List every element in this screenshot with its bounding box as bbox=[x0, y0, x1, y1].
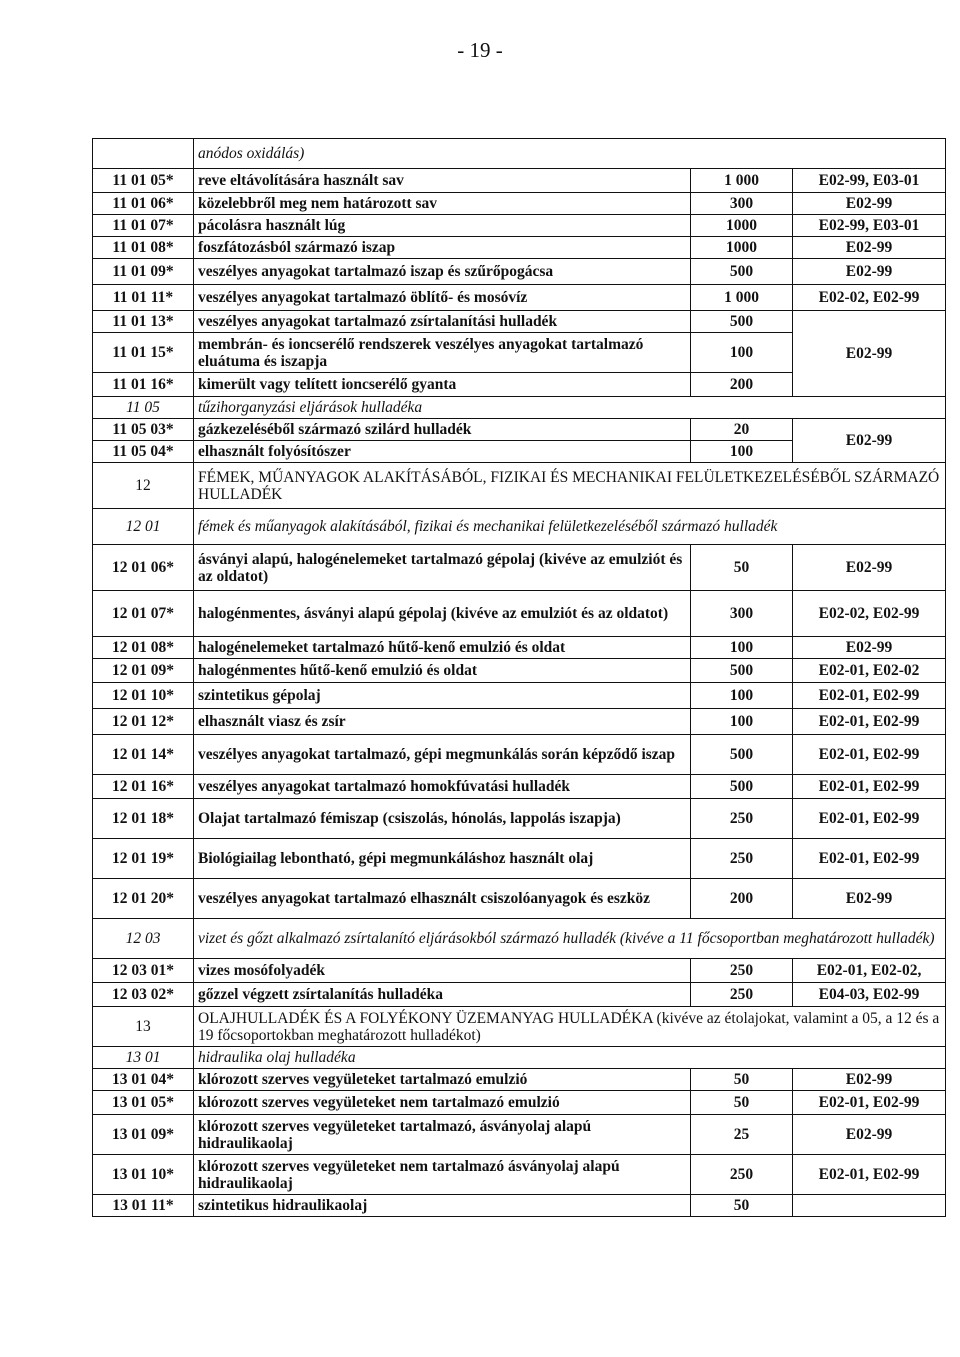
table-row bbox=[93, 959, 946, 983]
amount-cell: 20 bbox=[691, 419, 793, 441]
amount-cell: 100 bbox=[691, 637, 793, 659]
code-cell: 11 05 bbox=[93, 397, 194, 419]
table-row bbox=[93, 545, 946, 591]
ecode-cell: E02-01, E02-02, bbox=[793, 959, 946, 983]
code-cell: 11 01 07* bbox=[93, 215, 194, 237]
code-cell: 12 01 07* bbox=[93, 591, 194, 637]
table-row bbox=[93, 839, 946, 879]
desc-cell: reve eltávolítására használt sav bbox=[194, 169, 691, 193]
desc-cell: klórozott szerves vegyületeket nem tartalmazó emulzió bbox=[194, 1091, 691, 1115]
ecode-cell: E02-02, E02-99 bbox=[793, 285, 946, 311]
ecode-cell: E02-01, E02-99 bbox=[793, 1155, 946, 1195]
table-row bbox=[93, 637, 946, 659]
code-cell: 11 05 03* bbox=[93, 419, 194, 441]
desc-cell: Olajat tartalmazó fémiszap (csiszolás, hónolás, lappolás iszapja) bbox=[194, 799, 691, 839]
ecode-cell: E02-99 bbox=[793, 193, 946, 215]
code-cell: 11 01 15* bbox=[93, 333, 194, 373]
table-row bbox=[93, 285, 946, 311]
amount-cell: 50 bbox=[691, 545, 793, 591]
code-cell: 12 01 16* bbox=[93, 775, 194, 799]
code-cell: 11 01 09* bbox=[93, 259, 194, 285]
desc-cell: gázkezeléséből származó szilárd hulladék bbox=[194, 419, 691, 441]
code-cell: 12 03 bbox=[93, 919, 194, 959]
table-row bbox=[93, 509, 946, 545]
desc-cell: Biológiailag lebontható, gépi megmunkáláshoz használt olaj bbox=[194, 839, 691, 879]
ecode-cell: E02-99, E03-01 bbox=[793, 215, 946, 237]
amount-cell: 1000 bbox=[691, 215, 793, 237]
desc-cell: foszfátozásból származó iszap bbox=[194, 237, 691, 259]
ecode-cell: E04-03, E02-99 bbox=[793, 983, 946, 1007]
code-cell: 12 01 bbox=[93, 509, 194, 545]
desc-cell: gőzzel végzett zsírtalanítás hulladéka bbox=[194, 983, 691, 1007]
ecode-cell: E02-99 bbox=[793, 1069, 946, 1091]
desc-cell: OLAJHULLADÉK ÉS A FOLYÉKONY ÜZEMANYAG HULLADÉKA (kivéve az étolajokat, valamint a 05, a 12 és a 19 főcsoportokban meghatározott hulladékot) bbox=[194, 1007, 946, 1047]
amount-cell: 500 bbox=[691, 735, 793, 775]
desc-cell: FÉMEK, MŰANYAGOK ALAKÍTÁSÁBÓL, FIZIKAI ÉS MECHANIKAI FELÜLETKEZELÉSÉBŐL SZÁRMAZÓ HULLADÉK bbox=[194, 463, 946, 509]
table-row bbox=[93, 1091, 946, 1115]
code-cell: 12 01 12* bbox=[93, 709, 194, 735]
table-row bbox=[93, 1195, 946, 1217]
table-row bbox=[93, 169, 946, 193]
table-row bbox=[93, 419, 946, 441]
ecode-cell: E02-99 bbox=[793, 637, 946, 659]
amount-cell: 50 bbox=[691, 1195, 793, 1217]
ecode-cell: E02-01, E02-99 bbox=[793, 709, 946, 735]
amount-cell: 1 000 bbox=[691, 169, 793, 193]
amount-cell: 100 bbox=[691, 683, 793, 709]
code-cell: 11 01 05* bbox=[93, 169, 194, 193]
table-row bbox=[93, 237, 946, 259]
code-cell: 12 01 10* bbox=[93, 683, 194, 709]
desc-cell: veszélyes anyagokat tartalmazó, gépi megmunkálás során képződő iszap bbox=[194, 735, 691, 775]
amount-cell: 250 bbox=[691, 799, 793, 839]
table-row bbox=[93, 879, 946, 919]
table-row bbox=[93, 983, 946, 1007]
table-row bbox=[93, 659, 946, 683]
desc-cell: tűzihorganyzási eljárások hulladéka bbox=[194, 397, 946, 419]
code-cell: 11 01 11* bbox=[93, 285, 194, 311]
ecode-cell: E02-02, E02-99 bbox=[793, 591, 946, 637]
table-row bbox=[93, 139, 946, 169]
table-row bbox=[93, 193, 946, 215]
code-cell: 13 01 10* bbox=[93, 1155, 194, 1195]
desc-cell: halogénelemeket tartalmazó hűtő-kenő emulzió és oldat bbox=[194, 637, 691, 659]
ecode-cell: E02-99 bbox=[793, 1115, 946, 1155]
amount-cell: 250 bbox=[691, 1155, 793, 1195]
amount-cell: 50 bbox=[691, 1091, 793, 1115]
amount-cell: 100 bbox=[691, 333, 793, 373]
amount-cell: 300 bbox=[691, 193, 793, 215]
code-cell: 13 01 05* bbox=[93, 1091, 194, 1115]
code-cell: 12 01 20* bbox=[93, 879, 194, 919]
ecode-cell: E02-01, E02-99 bbox=[793, 735, 946, 775]
code-cell bbox=[93, 139, 194, 169]
amount-cell: 1 000 bbox=[691, 285, 793, 311]
ecode-cell: E02-99 bbox=[793, 545, 946, 591]
code-cell: 11 01 08* bbox=[93, 237, 194, 259]
ecode-cell: E02-01, E02-99 bbox=[793, 1091, 946, 1115]
desc-cell: elhasznált viasz és zsír bbox=[194, 709, 691, 735]
table-row bbox=[93, 259, 946, 285]
desc-cell: halogénmentes hűtő-kenő emulzió és oldat bbox=[194, 659, 691, 683]
desc-cell: elhasznált folyósítószer bbox=[194, 441, 691, 463]
code-cell: 11 01 06* bbox=[93, 193, 194, 215]
desc-cell: közelebbről meg nem határozott sav bbox=[194, 193, 691, 215]
ecode-cell: E02-99 bbox=[793, 879, 946, 919]
code-cell: 11 01 13* bbox=[93, 311, 194, 333]
table-row bbox=[93, 735, 946, 775]
desc-cell: veszélyes anyagokat tartalmazó elhasznált csiszolóanyagok és eszköz bbox=[194, 879, 691, 919]
desc-cell: anódos oxidálás) bbox=[194, 139, 946, 169]
desc-cell: fémek és műanyagok alakításából, fizikai és mechanikai felületkezeléséből származó hulladék bbox=[194, 509, 946, 545]
code-cell: 12 03 01* bbox=[93, 959, 194, 983]
amount-cell: 25 bbox=[691, 1115, 793, 1155]
page-number: - 19 - bbox=[457, 38, 503, 62]
table-row bbox=[93, 591, 946, 637]
ecode-cell: E02-01, E02-99 bbox=[793, 839, 946, 879]
desc-cell: vizet és gőzt alkalmazó zsírtalanító eljárásokból származó hulladék (kivéve a 11 főcsoportban meghatározott hulladék) bbox=[194, 919, 946, 959]
table-row bbox=[93, 683, 946, 709]
code-cell: 13 01 11* bbox=[93, 1195, 194, 1217]
ecode-cell bbox=[793, 1195, 946, 1217]
table-row bbox=[93, 397, 946, 419]
code-cell: 12 01 09* bbox=[93, 659, 194, 683]
ecode-cell: E02-01, E02-02 bbox=[793, 659, 946, 683]
desc-cell: pácolásra használt lúg bbox=[194, 215, 691, 237]
amount-cell: 300 bbox=[691, 591, 793, 637]
desc-cell: klórozott szerves vegyületeket tartalmazó, ásványolaj alapú hidraulikaolaj bbox=[194, 1115, 691, 1155]
amount-cell: 200 bbox=[691, 373, 793, 397]
table-row bbox=[93, 215, 946, 237]
amount-cell: 200 bbox=[691, 879, 793, 919]
ecode-cell: E02-99 bbox=[793, 419, 946, 463]
desc-cell: kimerült vagy telített ioncserélő gyanta bbox=[194, 373, 691, 397]
desc-cell: veszélyes anyagokat tartalmazó homokfúvatási hulladék bbox=[194, 775, 691, 799]
ecode-cell: E02-99 bbox=[793, 237, 946, 259]
desc-cell: klórozott szerves vegyületeket nem tartalmazó ásványolaj alapú hidraulikaolaj bbox=[194, 1155, 691, 1195]
code-cell: 12 03 02* bbox=[93, 983, 194, 1007]
desc-cell: membrán- és ioncserélő rendszerek veszélyes anyagokat tartalmazó eluátuma és iszapja bbox=[194, 333, 691, 373]
table-row bbox=[93, 1069, 946, 1091]
ecode-cell: E02-01, E02-99 bbox=[793, 683, 946, 709]
code-cell: 12 bbox=[93, 463, 194, 509]
desc-cell: veszélyes anyagokat tartalmazó iszap és szűrőpogácsa bbox=[194, 259, 691, 285]
amount-cell: 500 bbox=[691, 259, 793, 285]
desc-cell: hidraulika olaj hulladéka bbox=[194, 1047, 946, 1069]
table-row bbox=[93, 709, 946, 735]
table-row bbox=[93, 1047, 946, 1069]
desc-cell: ásványi alapú, halogénelemeket tartalmazó gépolaj (kivéve az emulziót és az oldatot) bbox=[194, 545, 691, 591]
code-cell: 12 01 19* bbox=[93, 839, 194, 879]
desc-cell: szintetikus gépolaj bbox=[194, 683, 691, 709]
table-row bbox=[93, 775, 946, 799]
amount-cell: 250 bbox=[691, 839, 793, 879]
amount-cell: 50 bbox=[691, 1069, 793, 1091]
code-cell: 13 01 04* bbox=[93, 1069, 194, 1091]
table-row bbox=[93, 919, 946, 959]
table-row bbox=[93, 1155, 946, 1195]
table-row bbox=[93, 799, 946, 839]
amount-cell: 250 bbox=[691, 959, 793, 983]
amount-cell: 100 bbox=[691, 709, 793, 735]
ecode-cell: E02-99 bbox=[793, 311, 946, 397]
table-row bbox=[93, 1115, 946, 1155]
code-cell: 12 01 08* bbox=[93, 637, 194, 659]
ecode-cell: E02-99 bbox=[793, 259, 946, 285]
code-cell: 13 01 09* bbox=[93, 1115, 194, 1155]
table-row bbox=[93, 463, 946, 509]
table-row bbox=[93, 311, 946, 333]
waste-table bbox=[92, 138, 946, 1217]
code-cell: 12 01 14* bbox=[93, 735, 194, 775]
desc-cell: szintetikus hidraulikaolaj bbox=[194, 1195, 691, 1217]
amount-cell: 100 bbox=[691, 441, 793, 463]
waste-table-container bbox=[92, 138, 945, 1217]
code-cell: 13 bbox=[93, 1007, 194, 1047]
desc-cell: klórozott szerves vegyületeket tartalmazó emulzió bbox=[194, 1069, 691, 1091]
code-cell: 11 01 16* bbox=[93, 373, 194, 397]
desc-cell: veszélyes anyagokat tartalmazó öblítő- és mosóvíz bbox=[194, 285, 691, 311]
code-cell: 13 01 bbox=[93, 1047, 194, 1069]
amount-cell: 250 bbox=[691, 983, 793, 1007]
ecode-cell: E02-99, E03-01 bbox=[793, 169, 946, 193]
code-cell: 11 05 04* bbox=[93, 441, 194, 463]
table-row bbox=[93, 1007, 946, 1047]
ecode-cell: E02-01, E02-99 bbox=[793, 799, 946, 839]
amount-cell: 500 bbox=[691, 775, 793, 799]
desc-cell: halogénmentes, ásványi alapú gépolaj (kivéve az emulziót és az oldatot) bbox=[194, 591, 691, 637]
code-cell: 12 01 18* bbox=[93, 799, 194, 839]
code-cell: 12 01 06* bbox=[93, 545, 194, 591]
amount-cell: 500 bbox=[691, 311, 793, 333]
ecode-cell: E02-01, E02-99 bbox=[793, 775, 946, 799]
desc-cell: vizes mosófolyadék bbox=[194, 959, 691, 983]
amount-cell: 1000 bbox=[691, 237, 793, 259]
desc-cell: veszélyes anyagokat tartalmazó zsírtalanítási hulladék bbox=[194, 311, 691, 333]
amount-cell: 500 bbox=[691, 659, 793, 683]
